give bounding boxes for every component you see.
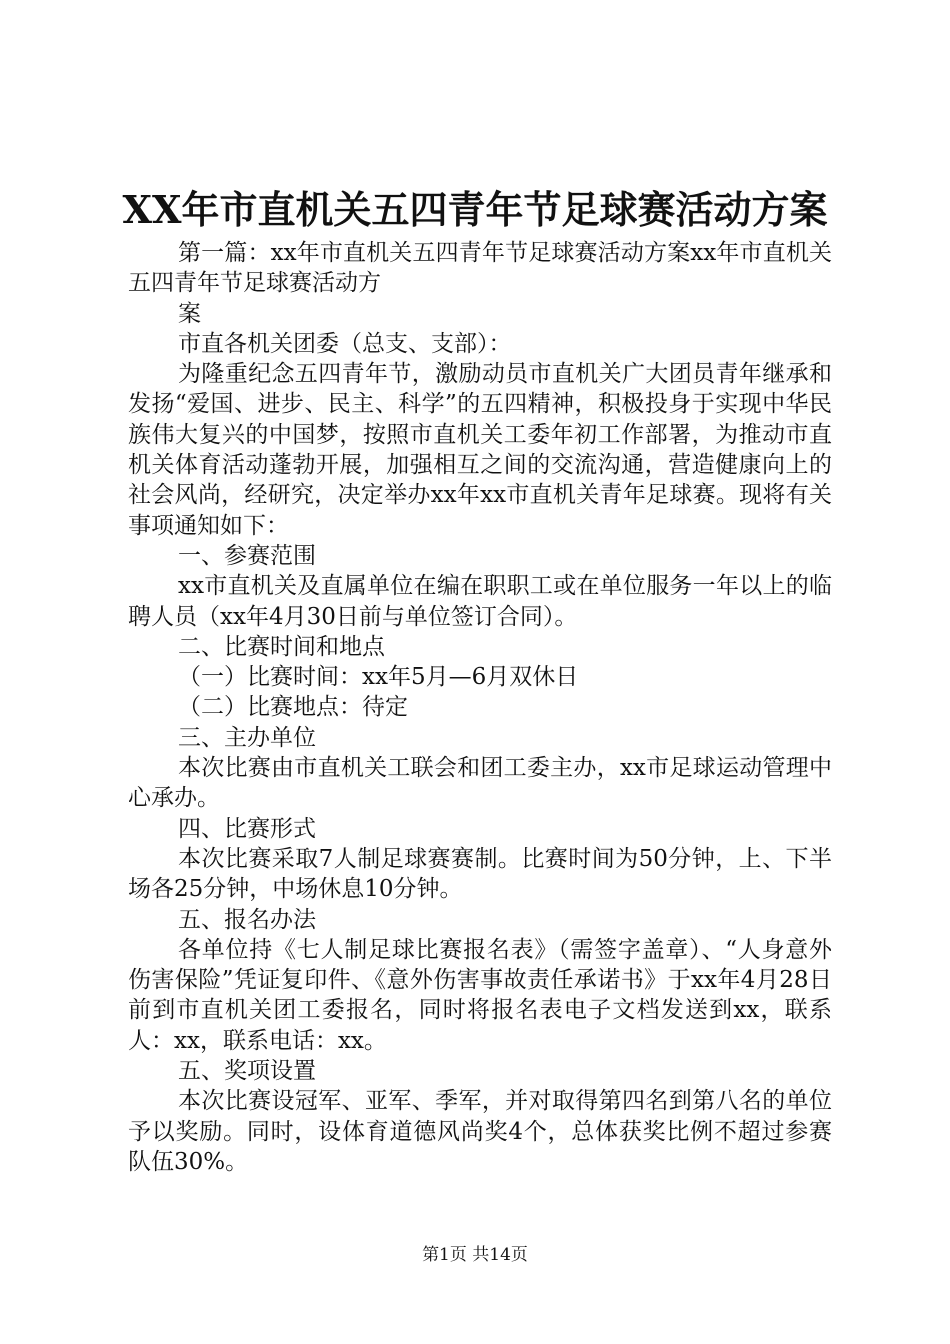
section-heading-awards: 五、奖项设置 <box>178 1058 316 1085</box>
paragraph-awards: 本次比赛设冠军、亚军、季军，并对取得第四名到第八名的单位予以奖励。同时，设体育道德风尚奖4个，总体获奖比例不超过参赛队伍30%。 <box>128 1088 832 1175</box>
paragraph-purpose: 为隆重纪念五四青年节，激励动员市直机关广大团员青年继承和发扬“爱国、进步、民主、科学”的五四精神，积极投身于实现中华民族伟大复兴的中国梦，按照市直机关工委年初工作部署，为推动市直机关体育活动蓬勃开展，加强相互之间的交流沟通，营造健康向上的社会风尚，经研究，决定举办xx年xx市直机关青年足球赛。现将有关事项通知如下： <box>128 361 832 539</box>
section-heading-time-place: 二、比赛时间和地点 <box>178 633 385 660</box>
section-heading-format: 四、比赛形式 <box>178 815 316 842</box>
section-heading-registration: 五、报名办法 <box>178 906 316 933</box>
paragraph-intro-tail: 案 <box>178 300 201 327</box>
paragraph-format: 本次比赛采取7人制足球赛赛制。比赛时间为50分钟，上、下半场各25分钟，中场休息10分钟。 <box>128 845 832 903</box>
paragraph-intro: 第一篇：xx年市直机关五四青年节足球赛活动方案xx年市直机关五四青年节足球赛活动方 <box>128 240 832 297</box>
paragraph-organizer: 本次比赛由市直机关工联会和团工委主办，xx市足球运动管理中心承办。 <box>128 755 832 812</box>
paragraph-place: （二）比赛地点：待定 <box>178 694 408 721</box>
paragraph-addressee: 市直各机关团委（总支、支部）： <box>178 330 512 357</box>
document-body <box>128 238 832 1177</box>
section-heading-scope: 一、参赛范围 <box>178 542 316 569</box>
paragraph-time: （一）比赛时间：xx年5月—6月双休日 <box>178 664 579 691</box>
document-title: XX年市直机关五四青年节足球赛活动方案 <box>122 187 828 232</box>
page-footer: 第1页 共14页 <box>422 1245 528 1265</box>
section-heading-organizer: 三、主办单位 <box>178 724 316 751</box>
paragraph-scope: xx市直机关及直属单位在编在职职工或在单位服务一年以上的临聘人员（xx年4月30日前与单位签订合同）。 <box>128 573 832 630</box>
paragraph-registration: 各单位持《七人制足球比赛报名表》（需签字盖章）、“人身意外伤害保险”凭证复印件、《意外伤害事故责任承诺书》于xx年4月28日前到市直机关团工委报名，同时将报名表电子文档发送到xx，联系人：xx，联系电话：xx。 <box>128 936 832 1054</box>
